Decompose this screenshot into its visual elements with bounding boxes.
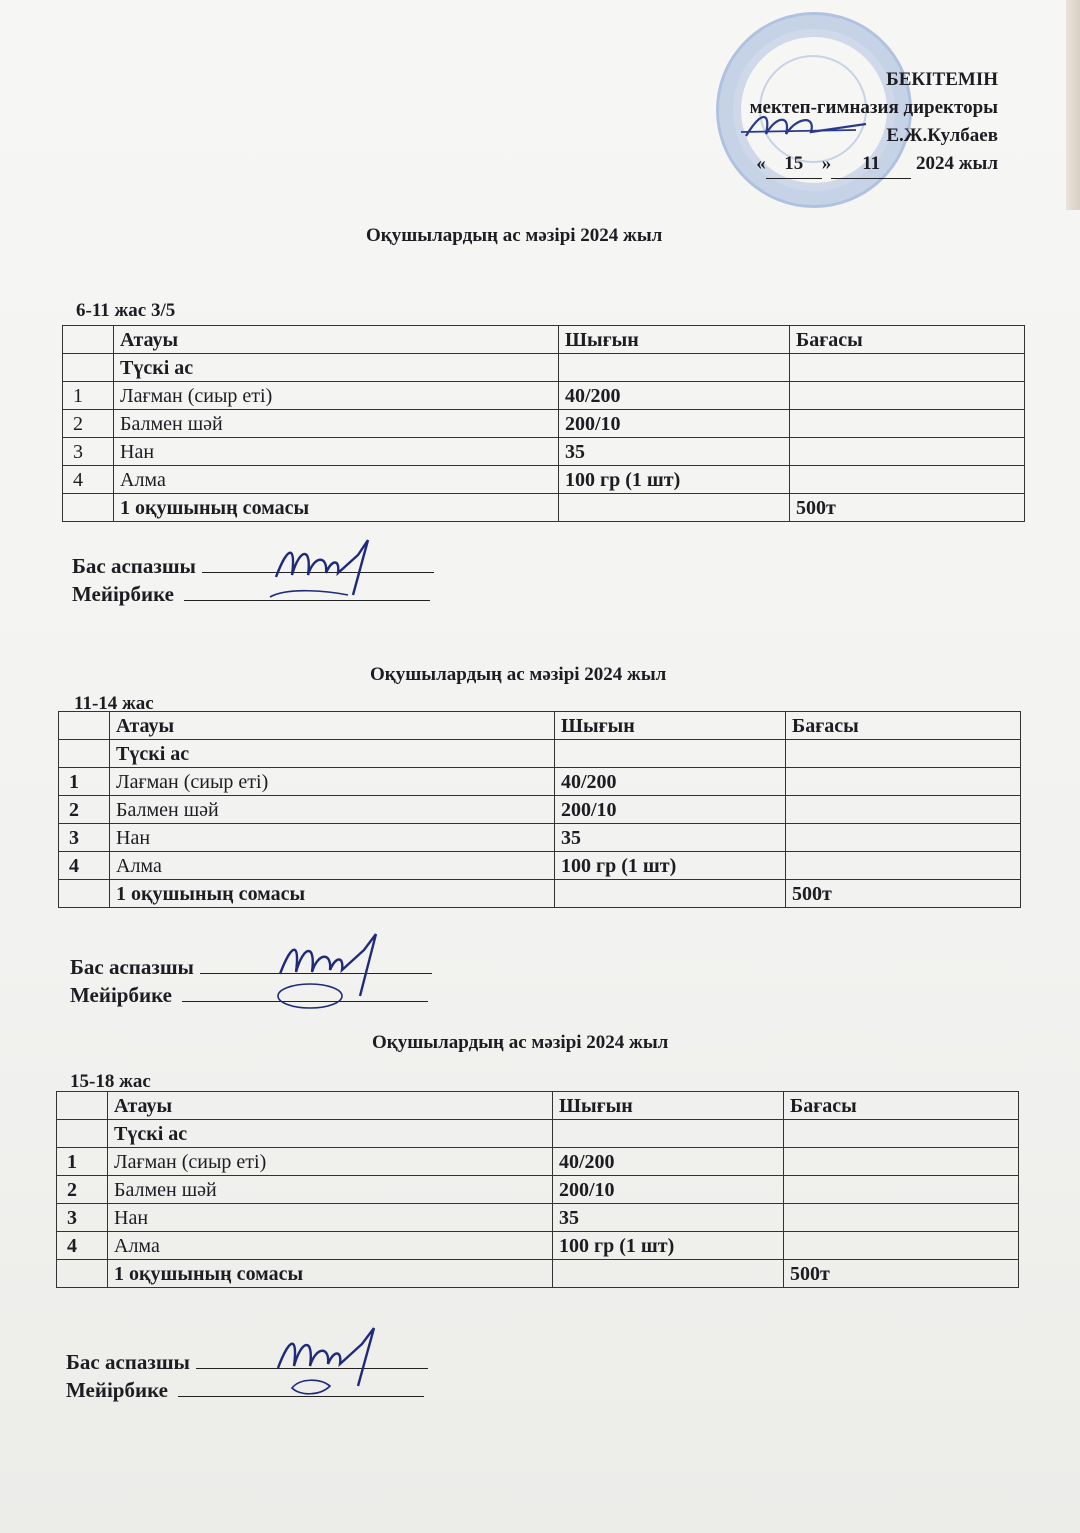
meal-label: Түскі ас [114,354,559,382]
col-price-header: Бағасы [786,712,1021,740]
table-header-row [63,326,1025,354]
approval-date-day: 15 [766,150,822,179]
page-edge-shadow [1066,0,1080,210]
chef-label: Бас аспазшы [70,955,194,979]
table-row: 4 Алма 100 гр (1 шт) [63,466,1025,494]
chef-label: Бас аспазшы [66,1350,190,1374]
col-price-header: Бағасы [790,326,1025,354]
col-out-header: Шығын [555,712,786,740]
table-row: 4 Алма 100 гр (1 шт) [59,852,1021,880]
nurse-label: Мейірбике [66,1378,168,1402]
table-row: 3 Нан 35 [59,824,1021,852]
table-total-row: 1 оқушының сомасы 500т [57,1260,1019,1288]
table-row: 1 Лағман (сиыр еті) 40/200 [57,1148,1019,1176]
chef-signature-2 [272,928,412,1013]
section-age-3: 15-18 жас [70,1071,151,1092]
section-age-1: 6-11 жас 3/5 [76,300,176,321]
section-title-1: Оқушылардың ас мәзірі 2024 жыл [366,225,663,246]
approval-block [750,66,998,179]
nurse-label: Мейірбике [72,582,174,606]
col-name-header: Атауы [108,1092,553,1120]
table-row-meal [59,740,1021,768]
approval-director-name: Е.Ж.Кулбаев [886,125,998,146]
col-out-header: Шығын [559,326,790,354]
approval-heading: БЕКІТЕМІН [886,69,998,90]
nurse-label: Мейірбике [70,983,172,1007]
section-title-3: Оқушылардың ас мәзірі 2024 жыл [372,1032,669,1053]
table-total-row: 1 оқушының сомасы 500т [63,494,1025,522]
table-header-row [57,1092,1019,1120]
meal-label: Түскі ас [110,740,555,768]
section-age-2: 11-14 жас [74,693,154,714]
menu-table-2 [58,711,1021,908]
table-row: 2 Балмен шәй 200/10 [57,1176,1019,1204]
table-row: 4 Алма 100 гр (1 шт) [57,1232,1019,1260]
col-price-header: Бағасы [784,1092,1019,1120]
approval-date-month: 11 [831,150,911,179]
table-row-meal [63,354,1025,382]
table-row: 1 Лағман (сиыр еті) 40/200 [63,382,1025,410]
meal-label: Түскі ас [108,1120,553,1148]
table-row-meal [57,1120,1019,1148]
col-out-header: Шығын [553,1092,784,1120]
chef-signature-3 [270,1322,410,1407]
col-name-header: Атауы [114,326,559,354]
table-row: 1 Лағман (сиыр еті) 40/200 [59,768,1021,796]
menu-table-1 [62,325,1025,522]
chef-signature-1 [268,535,408,610]
approval-position: мектеп-гимназия директоры [749,97,998,118]
table-row: 2 Балмен шәй 200/10 [59,796,1021,824]
table-row: 3 Нан 35 [63,438,1025,466]
approval-date-year: 2024 жыл [915,153,998,174]
menu-table-3 [56,1091,1019,1288]
section-title-2: Оқушылардың ас мәзірі 2024 жыл [370,664,667,685]
table-total-row: 1 оқушының сомасы 500т [59,880,1021,908]
table-row: 2 Балмен шәй 200/10 [63,410,1025,438]
col-name-header: Атауы [110,712,555,740]
chef-label: Бас аспазшы [72,554,196,578]
approval-date: « 15 » 11 2024 жыл [750,150,998,179]
table-header-row [59,712,1021,740]
table-row: 3 Нан 35 [57,1204,1019,1232]
